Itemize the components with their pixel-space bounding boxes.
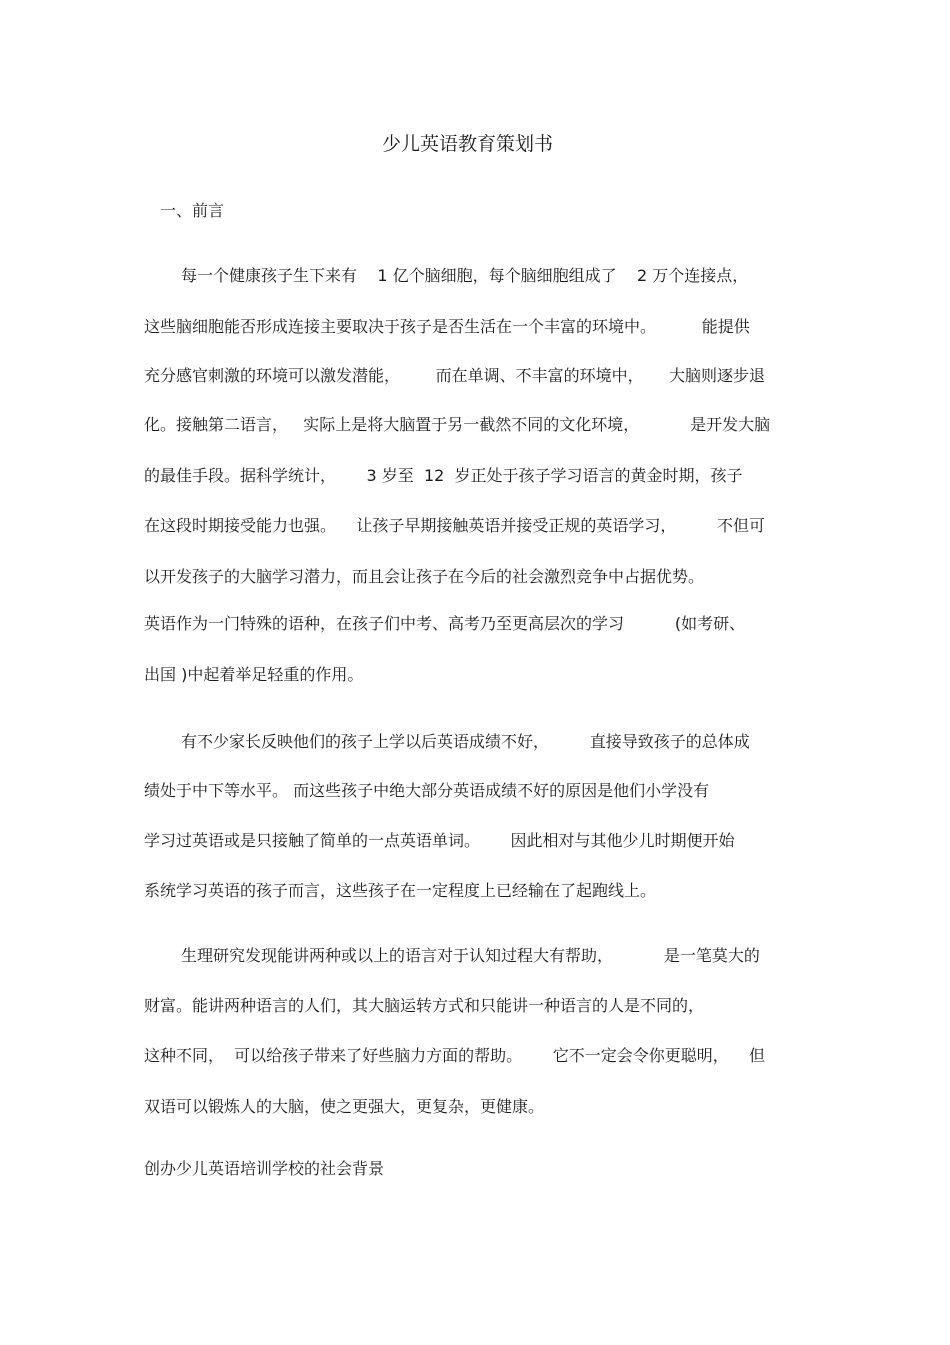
paragraph-2-line-2: 绩处于中下等水平。 而这些孩子中绝大部分英语成绩不好的原因是他们小学没有 [144,781,710,800]
paragraph-2-line-4: 系统学习英语的孩子而言，这些孩子在一定程度上已经输在了起跑线上。 [144,881,657,900]
paragraph-3-line-2: 财富。能讲两种语言的人们，其大脑运转方式和只能讲一种语言的人是不同的， [144,996,705,1015]
paragraph-1-line-1: 每一个健康孩子生下来有 1 亿个脑细胞，每个脑细胞组成了 2 万个连接点， [181,266,749,285]
subsection-heading-social-background: 创办少儿英语培训学校的社会背景 [144,1159,385,1178]
paragraph-1-line-8: 英语作为一门特殊的语种，在孩子们中考、高考乃至更高层次的学习 (如考研、 [144,614,746,633]
paragraph-1-line-9: 出国 )中起着举足轻重的作用。 [144,665,364,684]
paragraph-2-line-1: 有不少家长反映他们的孩子上学以后英语成绩不好， 直接导致孩子的总体成 [181,732,750,751]
paragraph-1-line-6: 在这段时期接受能力也强。 让孩子早期接触英语并接受正规的英语学习， 不但可 [144,516,766,535]
paragraph-3-line-1: 生理研究发现能讲两种或以上的语言对于认知过程大有帮助， 是一笔莫大的 [181,946,760,965]
paragraph-1-line-4: 化。接触第二语言， 实际上是将大脑置于另一截然不同的文化环境， 是开发大脑 [144,415,771,434]
document-title: 少儿英语教育策划书 [381,133,553,155]
paragraph-2-line-3: 学习过英语或是只接触了简单的一点英语单词。 因此相对与其他少儿时期便开始 [144,831,735,850]
paragraph-3-line-4: 双语可以锻炼人的大脑，使之更强大，更复杂，更健康。 [144,1097,545,1116]
section-heading-preface: 一、前言 [160,201,225,220]
paragraph-1-line-7: 以开发孩子的大脑学习潜力，而且会让孩子在今后的社会激烈竞争中占据优势。 [144,567,705,586]
paragraph-1-line-5: 的最佳手段。据科学统计， 3 岁至 12 岁正处于孩子学习语言的黄金时期，孩子 [144,466,743,485]
paragraph-3-line-3: 这种不同， 可以给孩子带来了好些脑力方面的帮助。 它不一定会令你更聪明， 但 [144,1046,766,1065]
paragraph-1-line-3: 充分感官刺激的环境可以激发潜能， 而在单调、不丰富的环境中， 大脑则逐步退 [144,366,766,385]
paragraph-1-line-2: 这些脑细胞能否形成连接主要取决于孩子是否生活在一个丰富的环境中。 能提供 [144,317,750,336]
